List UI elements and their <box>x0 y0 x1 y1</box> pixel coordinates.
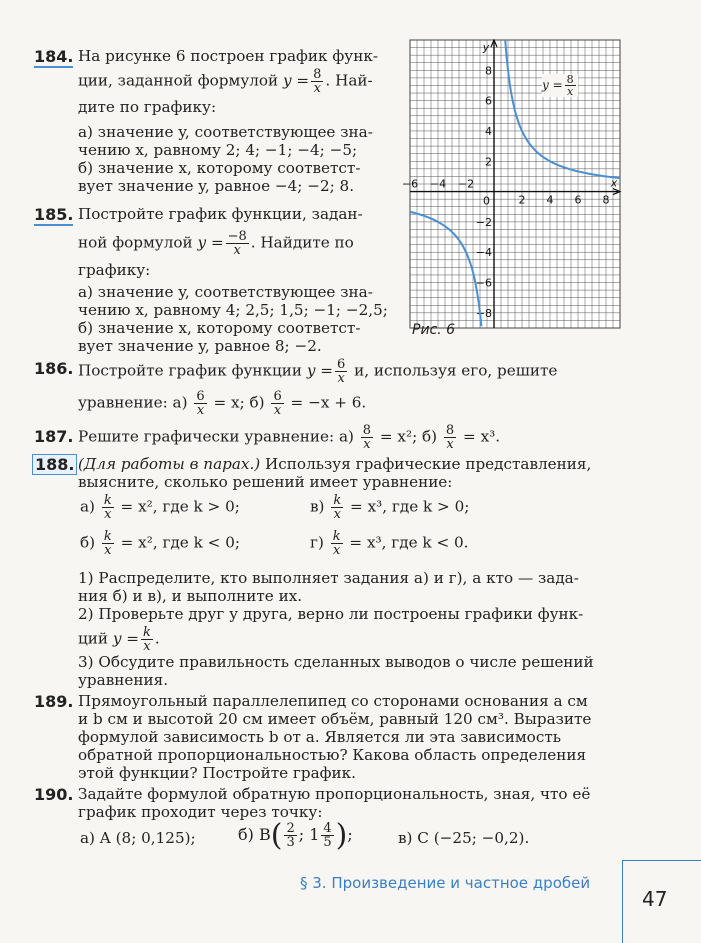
p188-line1: (Для работы в парах.) Используя графические представления, <box>78 455 592 473</box>
p190-point-b: б) B( $\frac{2}{3}$ ; 1 $\frac{4}{5}$ ); <box>238 818 353 853</box>
p185-line7: вует значение y, равное 8; −2. <box>78 337 322 355</box>
p188-item-a: а) $\frac{k}{x}$ = x², где k > 0; <box>80 493 240 522</box>
x-tick-label: −6 <box>401 177 419 191</box>
p190-point-c: в) C (−25; −0,2). <box>398 829 530 847</box>
x-tick-label: −4 <box>429 177 447 191</box>
p187-line1: Решите графически уравнение: а) $\frac{8}{x}$ = x²; б) $\frac{8}{x}$ = x³. <box>78 423 501 452</box>
p184-line7: вует значение y, равное −4; −2; 8. <box>78 177 355 195</box>
p188-item-b: б) $\frac{k}{x}$ = x², где k < 0; <box>80 529 240 558</box>
origin-label: 0 <box>483 194 490 208</box>
p185-line5: чению x, равному 4; 2,5; 1,5; −1; −2,5; <box>78 301 388 319</box>
p189-line4: обратной пропорциональностью? Какова область определения <box>78 746 587 764</box>
y-tick-label: −2 <box>475 215 492 229</box>
p188-step2-line1: 2) Проверьте друг у друга, верно ли построены графики функ- <box>78 605 584 623</box>
p185-line2: ной формулой y = $\frac{-8}{x}$ . Найдите по <box>78 229 354 258</box>
problem-188-number: 188. <box>32 454 77 475</box>
problem-190-number: 190. <box>34 785 74 804</box>
problem-186-number: 186. <box>34 359 74 378</box>
p190-line1: Задайте формулой обратную пропорциональность, зная, что её <box>78 785 591 803</box>
p184-line5: чению x, равному 2; 4; −1; −4; −5; <box>78 141 358 159</box>
section-footer: § 3. Произведение и частное дробей <box>300 874 591 892</box>
p185-line6: б) значение x, которому соответст- <box>78 319 361 337</box>
p184-line1: На рисунке 6 построен график функ- <box>78 47 378 65</box>
x-tick-label: −2 <box>457 177 475 191</box>
y-axis-label: y <box>482 41 490 54</box>
p184-line4: а) значение y, соответствующее зна- <box>78 123 373 141</box>
x-axis-label: x <box>610 176 618 190</box>
figure-caption: Рис. 6 <box>412 322 456 338</box>
p185-line3: графику: <box>78 261 151 279</box>
p190-line2: график проходит через точку: <box>78 803 323 821</box>
y-tick-label: −6 <box>475 276 492 290</box>
p188-step3-line1: 3) Обсудите правильность сделанных выводов о числе решений <box>78 653 594 671</box>
figure-formula-label: y = $\frac{8}{x}$ <box>542 74 578 97</box>
p188-step3-line2: уравнения. <box>78 671 169 689</box>
p189-line1: Прямоугольный параллелепипед со сторонами основания a см <box>78 692 588 710</box>
page-number: 47 <box>642 887 668 911</box>
p185-line4: а) значение y, соответствующее зна- <box>78 283 373 301</box>
p189-line5: этой функции? Постройте график. <box>78 764 356 782</box>
x-tick-label: 4 <box>546 193 554 207</box>
x-tick-label: 6 <box>574 193 582 207</box>
figure-6-graph <box>401 40 620 328</box>
p189-line3: формулой зависимость b от a. Является ли эта зависимость <box>78 728 561 746</box>
p188-step1-line1: 1) Распределите, кто выполняет задания а) и г), а кто — зада- <box>78 569 579 587</box>
p184-line3: дите по графику: <box>78 98 217 116</box>
y-tick-label: 4 <box>485 124 492 138</box>
p188-step2-line2: ций y = $\frac{k}{x}$ . <box>78 625 160 654</box>
y-tick-label: −8 <box>475 306 492 320</box>
y-tick-label: 6 <box>485 94 492 108</box>
p184-line2: ции, заданной формулой y = $\frac{8}{x}$ . Най- <box>78 67 373 96</box>
x-tick-label: 2 <box>518 193 526 207</box>
x-tick-label: 8 <box>602 193 610 207</box>
problem-189-number: 189. <box>34 692 74 711</box>
p184-line6: б) значение x, которому соответст- <box>78 159 361 177</box>
problem-187-number: 187. <box>34 427 74 446</box>
p188-step1-line2: ния б) и в), и выполните их. <box>78 587 303 605</box>
p189-line2: и b см и высотой 20 см имеет объём, равный 120 см³. Выразите <box>78 710 592 728</box>
p188-item-v: в) $\frac{k}{x}$ = x³, где k > 0; <box>310 493 470 522</box>
p190-point-a: а) A (8; 0,125); <box>80 829 196 847</box>
p185-line1: Постройте график функции, задан- <box>78 205 363 223</box>
y-tick-label: 8 <box>485 64 492 78</box>
problem-185-number: 185. <box>34 205 74 224</box>
problem-184-number: 184. <box>34 47 74 66</box>
p186-line2: уравнение: а) $\frac{6}{x}$ = x; б) $\frac{6}{x}$ = −x + 6. <box>78 389 367 418</box>
p188-line2: выясните, сколько решений имеет уравнение: <box>78 473 453 491</box>
p188-item-g: г) $\frac{k}{x}$ = x³, где k < 0. <box>310 529 469 558</box>
y-tick-label: −4 <box>475 246 492 260</box>
y-tick-label: 2 <box>485 155 492 169</box>
p186-line1: Постройте график функции y = $\frac{6}{x}$ и, используя его, решите <box>78 357 558 386</box>
